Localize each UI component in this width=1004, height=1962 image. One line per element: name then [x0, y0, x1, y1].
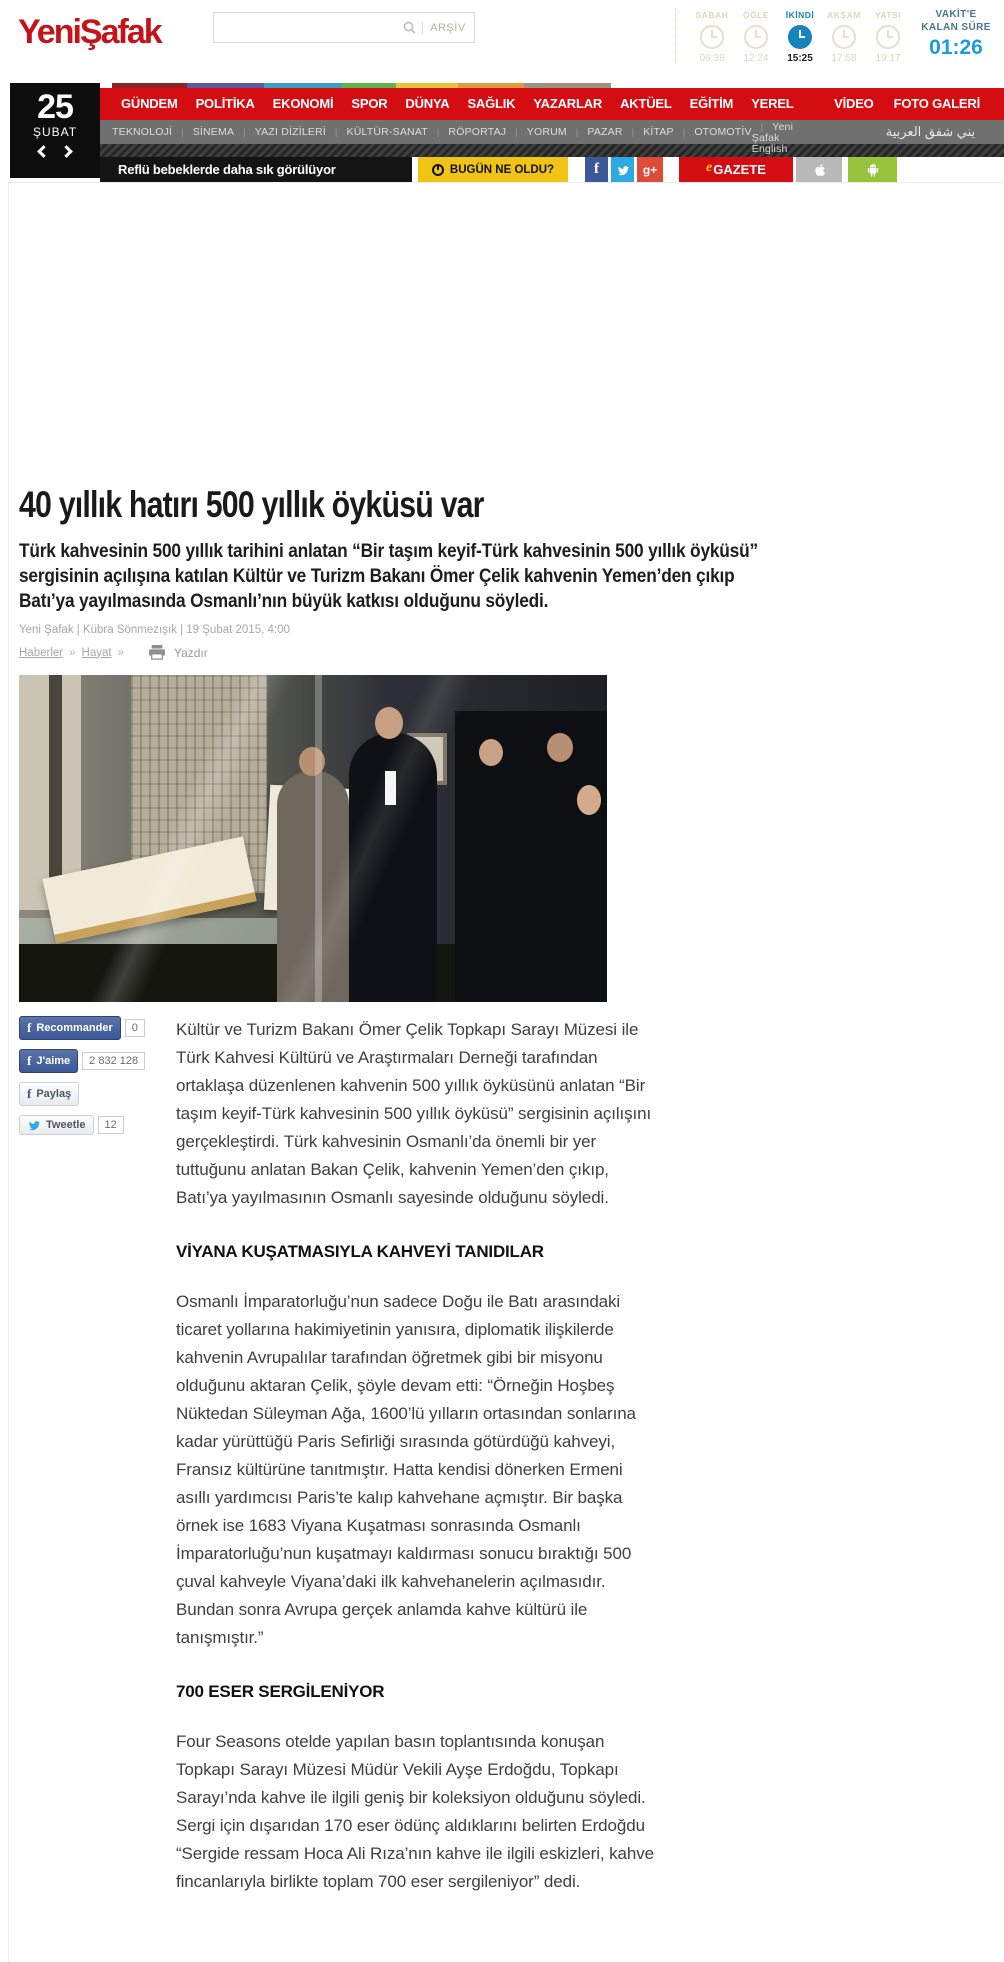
nav-color-tab: [742, 83, 802, 88]
apple-app-button[interactable]: [796, 157, 842, 182]
tweet-button[interactable]: Tweetle: [19, 1115, 94, 1135]
clock-icon: [832, 25, 856, 49]
googleplus-icon[interactable]: g+: [637, 157, 663, 182]
tweet-count: 12: [98, 1116, 124, 1134]
prayer-time: [822, 10, 866, 64]
clock-icon: [876, 25, 900, 49]
social-share-column: [19, 1016, 174, 1922]
fb-recommend-count: 0: [125, 1019, 145, 1037]
primary-nav-item-right[interactable]: FOTO GALERİ: [893, 96, 980, 111]
breadcrumb-link[interactable]: Haberler »: [19, 647, 82, 659]
article-title: 40 yıllık hatırı 500 yıllık öyküsü var: [19, 484, 484, 525]
android-icon: [865, 161, 881, 179]
prayer-name: SABAH: [695, 10, 729, 20]
secondary-nav-item[interactable]: | YAZI DİZİLERİ: [234, 126, 326, 138]
twitter-icon[interactable]: [611, 157, 634, 182]
prayer-hour: 06:38: [699, 53, 725, 64]
clock-icon: [700, 25, 724, 49]
facebook-icon: f: [27, 1020, 32, 1035]
time-remaining: [914, 8, 998, 60]
article-body: [176, 1016, 658, 1922]
article-summary: Türk kahvesinin 500 yıllık tarihini anlatan “Bir taşım keyif-Türk kahvesinin 500 yıllık öyküsü” sergisinin açılışına katılan Kültür ve Turizm Bakanı Ömer Çelik kahvenin Yemen’den çıkıp Batı’ya yayılmasında Osmanlı’nın büyük katkısı olduğunu söyledi.: [19, 541, 758, 612]
secondary-nav-item[interactable]: | YORUM: [506, 126, 567, 138]
primary-nav-item[interactable]: AKTÜEL: [611, 88, 681, 120]
egazete-button[interactable]: e GAZETE: [679, 157, 793, 182]
primary-nav-item[interactable]: YEREL: [742, 88, 802, 120]
prayer-name: YATSI: [874, 10, 902, 20]
secondary-nav-item[interactable]: | Yeni Şafak English: [752, 122, 816, 155]
site-header: [0, 0, 1004, 83]
fb-like-count: 2 832 128: [82, 1052, 145, 1070]
time-remaining-value: 01:26: [929, 36, 983, 59]
site-logo[interactable]: YeniŞafak: [18, 13, 161, 51]
primary-nav-item[interactable]: POLİTİKA: [187, 88, 264, 120]
nav-color-tab: [264, 83, 343, 88]
article-block: Kültür ve Turizm Bakanı Ömer Çelik Topkapı Sarayı Müzesi ile Türk Kahvesi Kültürü ve Araştırmaları Derneği tarafından ortaklaşa düzenlenen kahvenin 500 yıllık öyküsünü anlatan “Bir taşım keyif-Türk kahvesinin 500 yıllık öyküsü” sergisinin açılışını gerçekleştirdi. Türk kahvesinin Osmanlı’da önemli bir yer tuttuğunu anlatan Bakan Çelik, kahvenin Yemen’den çıkıp, Batı’ya yayılmasının Osmanlı sayesinde olduğunu söyledi.: [176, 1020, 652, 1207]
primary-nav-item[interactable]: EĞİTİM: [681, 88, 743, 120]
secondary-nav-item[interactable]: | OTOMOTİV: [674, 126, 752, 138]
facebook-icon: f: [27, 1086, 32, 1101]
nav-color-tab: [187, 83, 264, 88]
android-app-button[interactable]: [848, 157, 897, 182]
breadcrumb-link[interactable]: Hayat »: [82, 647, 130, 659]
article-block: VİYANA KUŞATMASIYLA KAHVEYİ TANIDILAR: [176, 1242, 544, 1261]
article: [9, 483, 1004, 1962]
clock-icon: [788, 25, 812, 49]
apple-icon: [811, 161, 827, 179]
nav-color-tab: [458, 83, 524, 88]
date-month: ŞUBAT: [32, 125, 78, 139]
primary-nav: [100, 88, 1004, 120]
secondary-nav: [100, 120, 1004, 155]
fb-recommend-button[interactable]: f Recommander: [19, 1016, 121, 1040]
secondary-nav-item[interactable]: | RÖPORTAJ: [428, 126, 506, 138]
navigation: [0, 83, 1004, 182]
breadcrumb: [19, 645, 1004, 660]
content-area: [8, 182, 1004, 1962]
secondary-nav-item[interactable]: | KİTAP: [623, 126, 674, 138]
search-box[interactable]: [213, 12, 475, 43]
prayer-time: [734, 10, 778, 64]
printer-icon: [148, 645, 166, 660]
secondary-nav-item[interactable]: TEKNOLOJİ: [112, 126, 173, 138]
secondary-nav-item[interactable]: | SİNEMA: [172, 126, 234, 138]
prayer-name: ÖĞLE: [742, 10, 770, 20]
nav-color-tab: [112, 83, 187, 88]
stopwatch-icon: [432, 164, 444, 176]
ad-placeholder: [9, 183, 1004, 483]
prayer-times-bar: [675, 8, 910, 64]
secondary-nav-item[interactable]: | KÜLTÜR-SANAT: [326, 126, 428, 138]
prayer-time: [866, 10, 910, 64]
prayer-time: [690, 10, 734, 64]
primary-nav-item[interactable]: YAZARLAR: [524, 88, 611, 120]
date-box: [10, 83, 100, 178]
prayer-hour: 19:17: [875, 53, 901, 64]
search-icon: [403, 21, 416, 34]
facebook-icon: f: [27, 1053, 32, 1068]
hatch-divider: [100, 144, 1004, 157]
secondary-nav-item[interactable]: | PAZAR: [567, 126, 623, 138]
primary-nav-item[interactable]: GÜNDEM: [112, 88, 187, 120]
date-day: 25: [37, 88, 73, 126]
primary-nav-item[interactable]: SPOR: [342, 88, 396, 120]
nav-color-tab: [681, 83, 743, 88]
prayer-hour: 15:25: [787, 53, 813, 64]
primary-nav-item[interactable]: SAĞLIK: [458, 88, 524, 120]
fb-share-button[interactable]: f Paylaş: [19, 1082, 79, 1106]
nav-color-tab: [342, 83, 396, 88]
ticker-next-icon[interactable]: [60, 145, 73, 158]
nav-color-tab: [611, 83, 681, 88]
prayer-hour: 12:24: [743, 53, 769, 64]
prayer-time: [778, 10, 822, 64]
nav-color-tab: [524, 83, 611, 88]
news-ticker: [100, 157, 1004, 182]
prayer-name: İKİNDİ: [785, 10, 815, 20]
prayer-name: AKŞAM: [827, 10, 861, 20]
nav-color-tab: [396, 83, 458, 88]
primary-nav-item-right[interactable]: VİDEO: [834, 96, 874, 111]
clock-icon: [744, 25, 768, 49]
whats-new-button[interactable]: BUGÜN NE OLDU?: [418, 157, 568, 182]
article-block: Four Seasons otelde yapılan basın toplantısında konuşan Topkapı Sarayı Müzesi Müdür Vekili Ayşe Erdoğdu, Topkapı Sarayı’nda kahve ile ilgili geniş bir koleksiyon olduğunu söyledi. Sergi için dışarıdan 170 eser ödünç aldıklarını belirten Erdoğdu “Sergide ressam Hoca Ali Rıza’nın kahve ile ilgili eskizleri, kahve fincanlarıyla birlikte toplam 700 eser sergileniyor” dedi.: [176, 1732, 654, 1891]
ticker-headline[interactable]: Reflü bebeklerde daha sık görülüyor: [100, 157, 412, 182]
secondary-nav-arabic[interactable]: يني شفق العربية: [885, 124, 976, 139]
primary-nav-item[interactable]: EKONOMİ: [264, 88, 343, 120]
print-button[interactable]: Yazdır: [148, 645, 208, 660]
primary-nav-item[interactable]: DÜNYA: [396, 88, 458, 120]
time-remaining-label: VAKİT'E KALAN SÜRE: [921, 9, 991, 33]
twitter-icon: [27, 1119, 41, 1131]
facebook-icon[interactable]: f: [585, 157, 608, 182]
article-photo: [19, 675, 607, 1002]
nav-stack: [100, 83, 1004, 182]
article-byline: Yeni Şafak | Kübra Sönmezışık | 19 Şubat 2015, 4:00: [19, 624, 290, 636]
article-block: Osmanlı İmparatorluğu’nun sadece Doğu ile Batı arasındaki ticaret yollarına hakimiyetinin yanısıra, diplomatik ilişkilerde kahvenin Avrupalılar tarafından öğretmek gibi bir misyonu olduğunu aktaran Çelik, şöyle devam etti: “Örneğin Hoşbeş Nüktedan Süleyman Ağa, 1600’lü yılların ortasından sonlarına kadar yürüttüğü Paris Sefirliği sırasında götürdüğü kahveyi, Fransız kültürüne tanıtmıştır. Hatta kendisi dönerken Ermeni asıllı yardımcısı Paris’te kalıp kahvehane açmıştır. Bir başka örnek ise 1683 Viyana Kuşatması sonrasında Osmanlı İmparatorluğu’nun kuşatmayı kaldırması sonucu bıraktığı 500 çuval kahveyle Viyana’daki ilk kahvehanelerin açılmasıdır. Bundan sonra Avrupa gerçek anlamda kahve kültürü ile tanışmıştır.”: [176, 1292, 636, 1647]
prayer-hour: 17:58: [831, 53, 857, 64]
search-archive-label[interactable]: ARŞİV: [422, 22, 466, 34]
photo-shape: [19, 675, 607, 1002]
article-block: 700 ESER SERGİLENİYOR: [176, 1682, 385, 1701]
fb-like-button[interactable]: f J'aime: [19, 1049, 78, 1073]
search-input[interactable]: [224, 21, 403, 35]
ticker-prev-icon[interactable]: [37, 145, 50, 158]
